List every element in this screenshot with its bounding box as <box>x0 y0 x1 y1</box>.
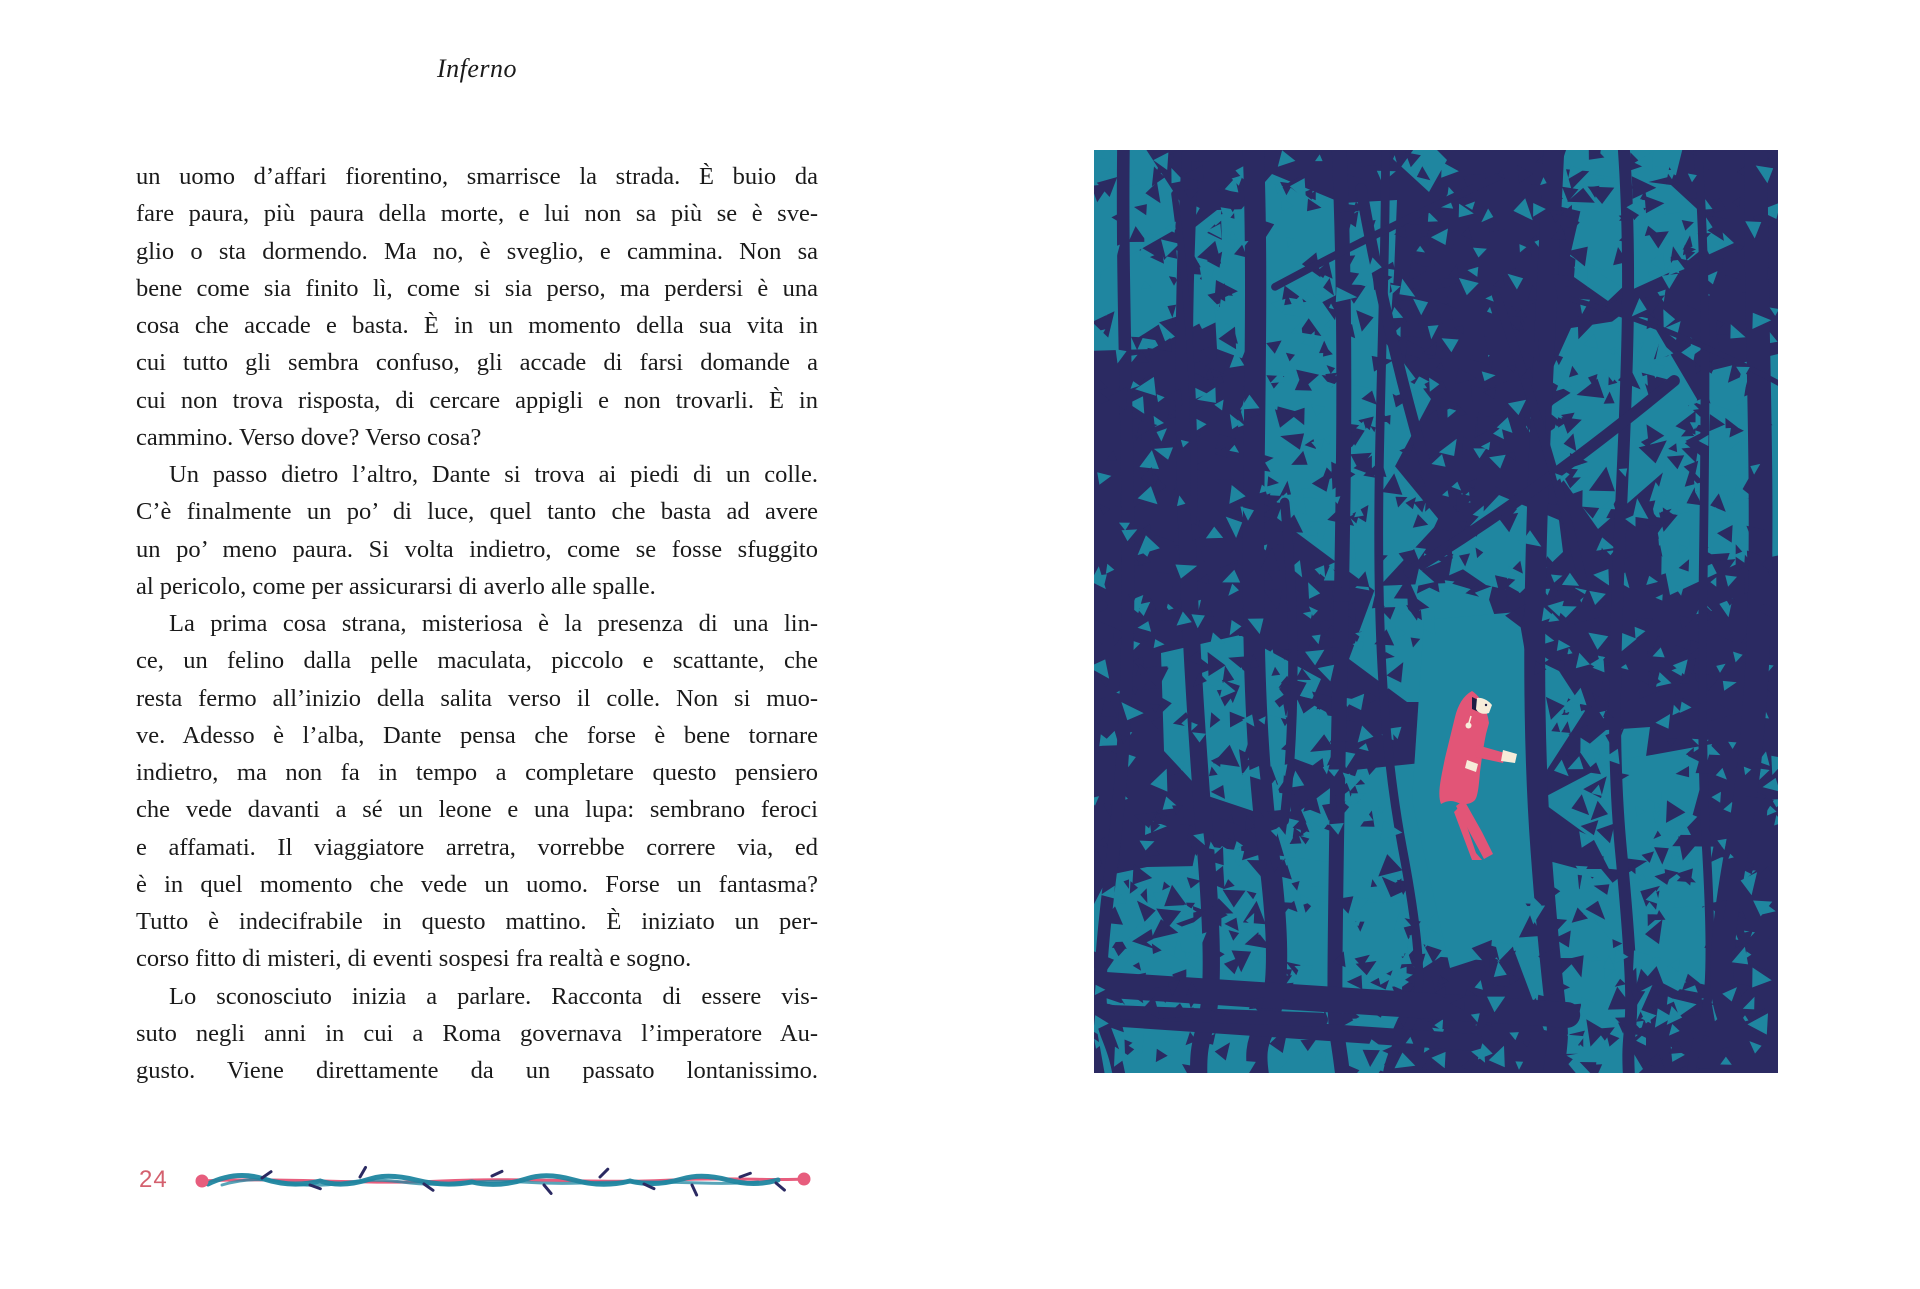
text-line: al pericolo, come per assicurarsi di averlo alle spalle. <box>136 572 656 600</box>
text-line: ve. Adesso è l’alba, Dante pensa che forse è bene tornare <box>136 721 818 749</box>
text-line: e affamati. Il viaggiatore arretra, vorrebbe correre via, ed <box>136 833 818 861</box>
text-line: Lo sconosciuto inizia a parlare. Racconta di essere vis- <box>169 982 818 1010</box>
text-line: bene come sia finito lì, come si sia perso, ma perdersi è una <box>136 274 818 302</box>
text-line: indietro, ma non fa in tempo a completare questo pensiero <box>136 759 818 786</box>
text-line: suto negli anni in cui a Roma governava l’imperatore Au- <box>136 1019 818 1047</box>
text-line: cui non trova risposta, di cercare appigli e non trovarli. È in <box>136 386 818 414</box>
text-line: cui tutto gli sembra confuso, gli accade di farsi domande a <box>136 349 818 377</box>
text-line: resta fermo all’inizio della salita verso il colle. Non si muo- <box>136 684 818 712</box>
decorative-squiggle <box>192 1164 816 1198</box>
text-line: corso fitto di misteri, di eventi sospesi fra realtà e sogno. <box>136 945 692 973</box>
text-line: Tutto è indecifrabile in questo mattino. È iniziato un per- <box>136 908 818 935</box>
text-line: gusto. Viene direttamente da un passato lontanissimo. <box>136 1057 818 1084</box>
text-line: un uomo d’affari fiorentino, smarrisce la strada. È buio da <box>136 163 818 190</box>
text-line: La prima cosa strana, misteriosa è la presenza di una lin- <box>169 610 818 637</box>
text-line: che vede davanti a sé un leone e una lupa: sembrano feroci <box>136 796 818 824</box>
text-line: un po’ meno paura. Si volta indietro, come se fosse sfuggito <box>136 535 818 563</box>
page-number: 24 <box>139 1166 168 1193</box>
text-line: C’è finalmente un po’ di luce, quel tanto che basta ad avere <box>136 498 818 526</box>
body-text <box>136 158 818 1089</box>
text-line: cosa che accade e basta. È in un momento della sua vita in <box>136 312 818 339</box>
text-line: ce, un felino dalla pelle maculata, piccolo e scattante, che <box>136 647 818 675</box>
text-line: cammino. Verso dove? Verso cosa? <box>136 423 482 451</box>
forest-illustration <box>1094 150 1778 1073</box>
text-line: glio o sta dormendo. Ma no, è sveglio, e cammina. Non sa <box>136 237 818 265</box>
text-line: è in quel momento che vede un uomo. Forse un fantasma? <box>136 870 818 898</box>
running-head: Inferno <box>436 54 518 83</box>
text-line: fare paura, più paura della morte, e lui non sa più se è sve- <box>136 200 818 228</box>
text-line: Un passo dietro l’altro, Dante si trova ai piedi di un colle. <box>169 461 818 488</box>
